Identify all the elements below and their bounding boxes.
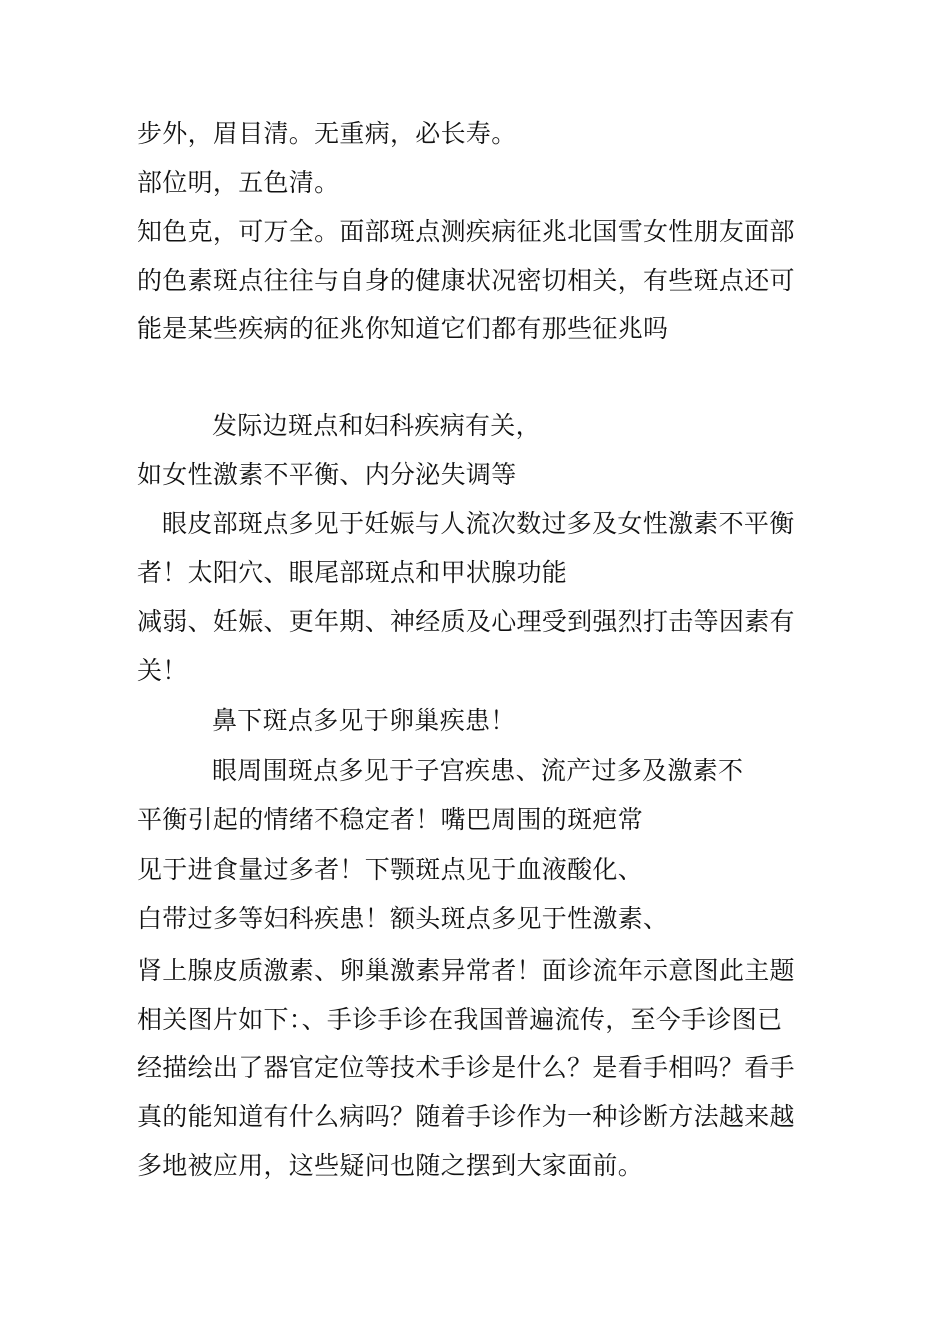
text-line: 眼皮部斑点多见于妊娠与人流次数过多及女性激素不平衡: [162, 509, 795, 538]
text-line: 者！太阳穴、眼尾部斑点和甲状腺功能: [137, 558, 568, 587]
text-line: 发际边斑点和妇科疾病有关，: [212, 411, 541, 440]
text-line: 知色克，可万全。面部斑点测疾病征兆北国雪女性朋友面部: [137, 217, 795, 246]
text-line: 减弱、妊娠、更年期、神经质及心理受到强烈打击等因素有: [137, 607, 795, 636]
text-line: 如女性激素不平衡、内分泌失调等: [137, 460, 517, 489]
text-line: 平衡引起的情绪不稳定者！嘴巴周围的斑疤常: [137, 805, 644, 834]
text-line: 见于进食量过多者！下颚斑点见于血液酸化、: [137, 855, 644, 884]
text-line: 部位明，五色清。: [137, 168, 340, 197]
text-line: 的色素斑点往往与自身的健康状况密切相关，有些斑点还可: [137, 266, 795, 295]
text-line: 真的能知道有什么病吗？随着手诊作为一种诊断方法越来越: [137, 1102, 795, 1131]
text-line: 白带过多等妇科疾患！额头斑点多见于性激素、: [137, 904, 669, 933]
text-line: 步外，眉目清。无重病，必长寿。: [137, 119, 517, 148]
text-line: 肾上腺皮质激素、卵巢激素异常者！面诊流年示意图此主题: [137, 956, 795, 985]
text-line: 眼周围斑点多见于子宫疾患、流产过多及激素不: [212, 756, 744, 785]
text-line: 相关图片如下：、手诊手诊在我国普遍流传，至今手诊图已: [137, 1005, 783, 1034]
text-line: 关！: [137, 656, 188, 685]
text-line: 多地被应用，这些疑问也随之摆到大家面前。: [137, 1151, 644, 1180]
text-line: 经描绘出了器官定位等技术手诊是什么？是看手相吗？看手: [137, 1053, 795, 1082]
text-line: 能是某些疾病的征兆你知道它们都有那些征兆吗: [137, 314, 669, 343]
text-line: 鼻下斑点多见于卵巢疾患！: [212, 706, 516, 735]
